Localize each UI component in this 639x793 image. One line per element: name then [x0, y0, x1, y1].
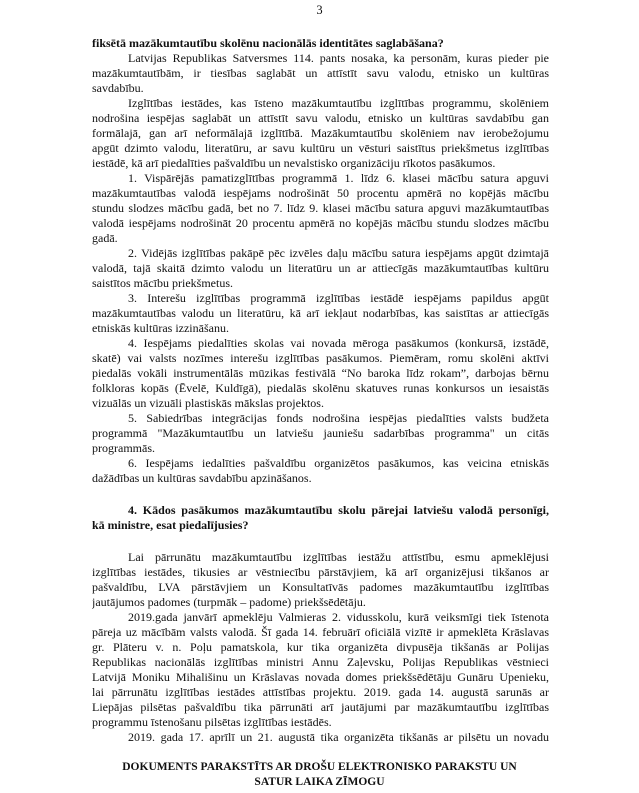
text-line: iestādē, kā arī piedalīties pašvaldību un nevalstisko organizāciju rīkotos pasākumos. [92, 156, 496, 170]
signature-notice-line: SATUR LAIKA ZĪMOGU [254, 776, 385, 788]
paragraph [92, 51, 549, 96]
text-line: Republikas nacionālās izglītības ministri Annu Zaļevsku, Polijas Republikas vēstnieci [92, 655, 549, 669]
text-line: pašvaldību, LVA pārstāvjiem un Konsultatīvās padomes mazākumtautību izglītības [92, 580, 549, 594]
text-line: mazākumtautībām, ir tiesības saglabāt un attīstīt savu valodu, etnisko un kultūras [92, 66, 549, 80]
paragraph [92, 291, 549, 336]
text-line: Latvijas Republikas Satversmes 114. pants nosaka, ka personām, kuras pieder pie [128, 51, 549, 65]
text-line: gadā. [92, 231, 118, 245]
page-number: 3 [316, 3, 323, 17]
text-line: 6. Iespējams iedalīties pašvaldību organizētos pasākumos, kas veicina etniskās [128, 456, 549, 470]
text-line: folkloras kopās (Ēvelē, Kuldīgā), piedalās skolēnu skatuves runas konkursos un iesaistās [92, 381, 549, 395]
text-line: mazākumtautības valodu un literatūru, kā arī iekļaut nodarbības, kas saistītas ar attiecīgās [92, 306, 549, 320]
text-line: valodā iespējams nodrošināt 20 procentu apmērā no kopējās mācību stundu slodzes mācību [92, 216, 549, 230]
text-line: programmā "Mazākumtautību un latviešu jauniešu sadarbības programma" un citās [92, 426, 549, 440]
paragraph [92, 456, 549, 486]
text-line: 3. Interešu izglītības programmā izglītības iestādē iespējams papildus apgūt [128, 291, 549, 305]
text-line: valodā, tajā skaitā dzimto valodu un literatūru un ar attiecīgās mazākumtautības kultūru [92, 261, 549, 275]
text-line: stundu slodzes mācību gadā, bet no 7. līdz 9. klasei mācību satura apguvi mazākumtautības [92, 201, 549, 215]
text-line: kā ministre, esat piedalījusies? [92, 518, 249, 532]
text-line: 1. Vispārējās pamatizglītības programmā 1. līdz 6. klasei mācību satura apguvi [128, 171, 549, 185]
text-line: 2019. gada 17. aprīlī un 21. augustā tika organizēta tikšanās ar pilsētu un novadu [128, 730, 549, 744]
text-line: programmās. [92, 441, 155, 455]
paragraph [92, 730, 549, 745]
text-line: 4. Kādos pasākumos mazākumtautību skolu pārejai latviešu valodā personīgi, [128, 503, 549, 517]
text-line: etniskās kultūras izzināšanu. [92, 321, 229, 335]
text-line: Lai pārrunātu mazākumtautību izglītības iestāžu attīstību, esmu apmeklējusi [128, 550, 549, 564]
text-line: formālajā, gan arī neformālajā izglītībā. Mazākumtautību skolēniem nav ierobežojumu [92, 126, 549, 140]
text-line: Liepājas pilsētas pašvaldību tika pārrunāti arī jautājumi par mazākumtautību izglītības [92, 700, 549, 714]
text-line: dažādības un kultūras savdabību apzināšanos. [92, 471, 312, 485]
text-line: pāreja uz mācībām valsts valodā. Šī gada 14. februārī oficiālā vizītē ir apmeklēta Krāslavas [92, 625, 549, 639]
paragraph [92, 411, 549, 456]
question-heading [92, 503, 549, 533]
question-heading [92, 36, 549, 51]
text-line: jautājumos padomes (turpmāk – padome) priekšsēdētāju. [92, 595, 366, 609]
paragraph [92, 610, 549, 730]
text-line: 4. Iespējams piedalīties skolas vai novada mēroga pasākumos (konkursā, izstādē, [128, 336, 549, 350]
text-line: skatē) vai valsts nozīmes interešu izglītības pasākumos. Piemēram, romu skolēni aktīvi [92, 351, 549, 365]
text-line: saistītos mācību priekšmetus. [92, 276, 233, 290]
text-line: fiksētā mazākumtautību skolēnu nacionālās identitātes saglabāšana? [92, 36, 444, 50]
text-line: apgūt dzimto valodu, literatūru, ar savu kultūru un vēsturi saistītus priekšmetus izglītības [92, 141, 549, 155]
paragraph [92, 246, 549, 291]
text-line: 2. Vidējās izglītības pakāpē pēc izvēles daļu mācību satura iespējams apgūt dzimtajā [128, 246, 549, 260]
text-line: mazākumtautības valodā iespējams nodrošināt 50 procentu apmērā no kopējās mācību [92, 186, 549, 200]
document-body [92, 36, 549, 745]
text-line: programmu īstenošanu pilsētas izglītības iestādēs. [92, 715, 332, 729]
text-line: nodrošina iespējas saglabāt un attīstīt savu valodu, etnisko un kultūras savdabību gan [92, 111, 549, 125]
text-line: gr. Plāteru v. n. Poļu pamatskola, kur tika organizēta divpusēja tikšanās ar Polijas [92, 640, 549, 654]
text-line: vizuālās un vizuāli plastiskās mākslas projektos. [92, 396, 324, 410]
text-line: lai pārrunātu izglītības iestādes attīstības projektu. 2019. gada 14. augustā sarunās ar [92, 685, 549, 699]
signature-notice-line: DOKUMENTS PARAKSTĪTS AR DROŠU ELEKTRONISKO PARAKSTU UN [122, 761, 517, 773]
paragraph [92, 336, 549, 411]
paragraph [92, 171, 549, 246]
paragraph [92, 96, 549, 171]
paragraph [92, 550, 549, 610]
paragraph-gap [92, 533, 549, 550]
text-line: piedalās vokāli instrumentālās mūzikas festivālā “No baroka līdz rokam”, darbojas bērnu [92, 366, 549, 380]
signature-notice [0, 760, 639, 790]
text-line: izglītības iestādes, tikusies ar vēstniecību pārstāvjiem, kā arī organizējusi tikšanos ar [92, 565, 549, 579]
text-line: savdabību. [92, 81, 144, 95]
text-line: Latvijā Moniku Mihališinu un Krāslavas novada domes priekšsēdētāju Gunāru Upenieku, [92, 670, 549, 684]
text-line: 2019.gada janvārī apmeklēju Valmieras 2. vidusskolu, kurā veiksmīgi tiek īstenota [128, 610, 549, 624]
paragraph-gap [92, 486, 549, 503]
text-line: 5. Sabiedrības integrācijas fonds nodrošina iespējas piedalīties valsts budžeta [128, 411, 549, 425]
text-line: Izglītības iestādes, kas īsteno mazākumtautību izglītības programmu, skolēniem [128, 96, 549, 110]
